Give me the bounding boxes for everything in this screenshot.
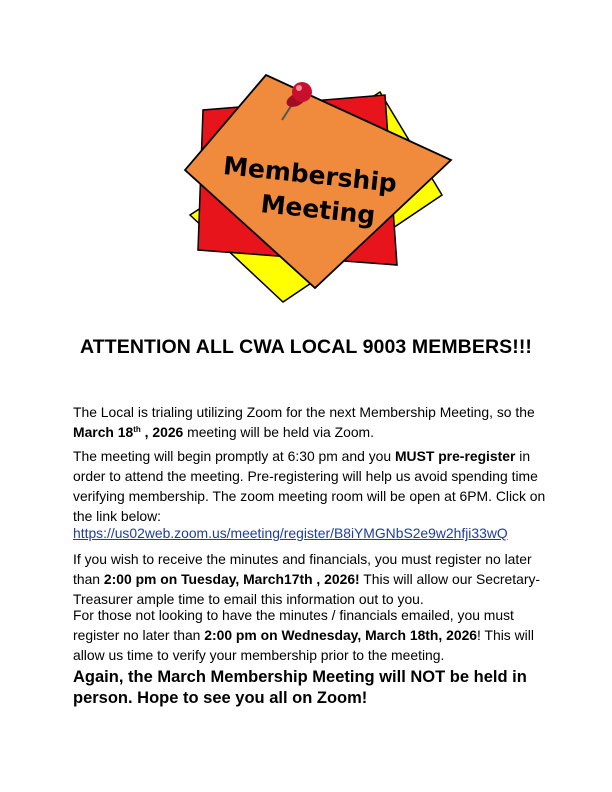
paragraph-minutes-financials: If you wish to receive the minutes and financials, you must register no later than 2:00 pm on Tuesday, March17th , 2026! This will allow our Secretary-Treasurer ample time to email this information out to you. (73, 551, 541, 607)
closing-statement: Again, the March Membership Meeting will NOT be held in person. Hope to see you all on Zoom! (73, 668, 527, 707)
must-preregister-emphasis: MUST pre-register (394, 448, 516, 464)
meeting-date: March 18th , 2026 (73, 424, 184, 440)
paragraph-no-email: For those not looking to have the minutes / financials emailed, you must register no later than 2:00 pm on Wednesday, March 18th, 2026! This will allow us time to verify your membership prior to the meeting. (73, 607, 534, 663)
paragraph-zoom-trial: The Local is trialing utilizing Zoom for the next Membership Meeting, so the March 18th , 2026 meeting will be held via Zoom. (73, 404, 535, 440)
registration-link-line (73, 523, 553, 543)
graphic-line-1: Membership (221, 150, 399, 199)
paragraph-preregister: The meeting will begin promptly at 6:30 pm and you MUST pre-register in order to attend the meeting. Pre-registering will help us avoid spending time verifying membership. The zoom meeting room will be open at 6PM. Click on the link below: (73, 448, 546, 524)
minutes-deadline: 2:00 pm on Tuesday, March17th , 2026! (103, 571, 360, 587)
graphic-line-2: Meeting (259, 189, 377, 230)
registration-deadline: 2:00 pm on Wednesday, March 18th, 2026 (204, 627, 478, 643)
page-title: ATTENTION ALL CWA LOCAL 9003 MEMBERS!!! (79, 336, 533, 358)
membership-meeting-graphic (0, 0, 612, 330)
zoom-registration-link[interactable]: https://us02web.zoom.us/meeting/register/B8iYMGNbS2e9w2hfji33wQ (73, 525, 508, 541)
